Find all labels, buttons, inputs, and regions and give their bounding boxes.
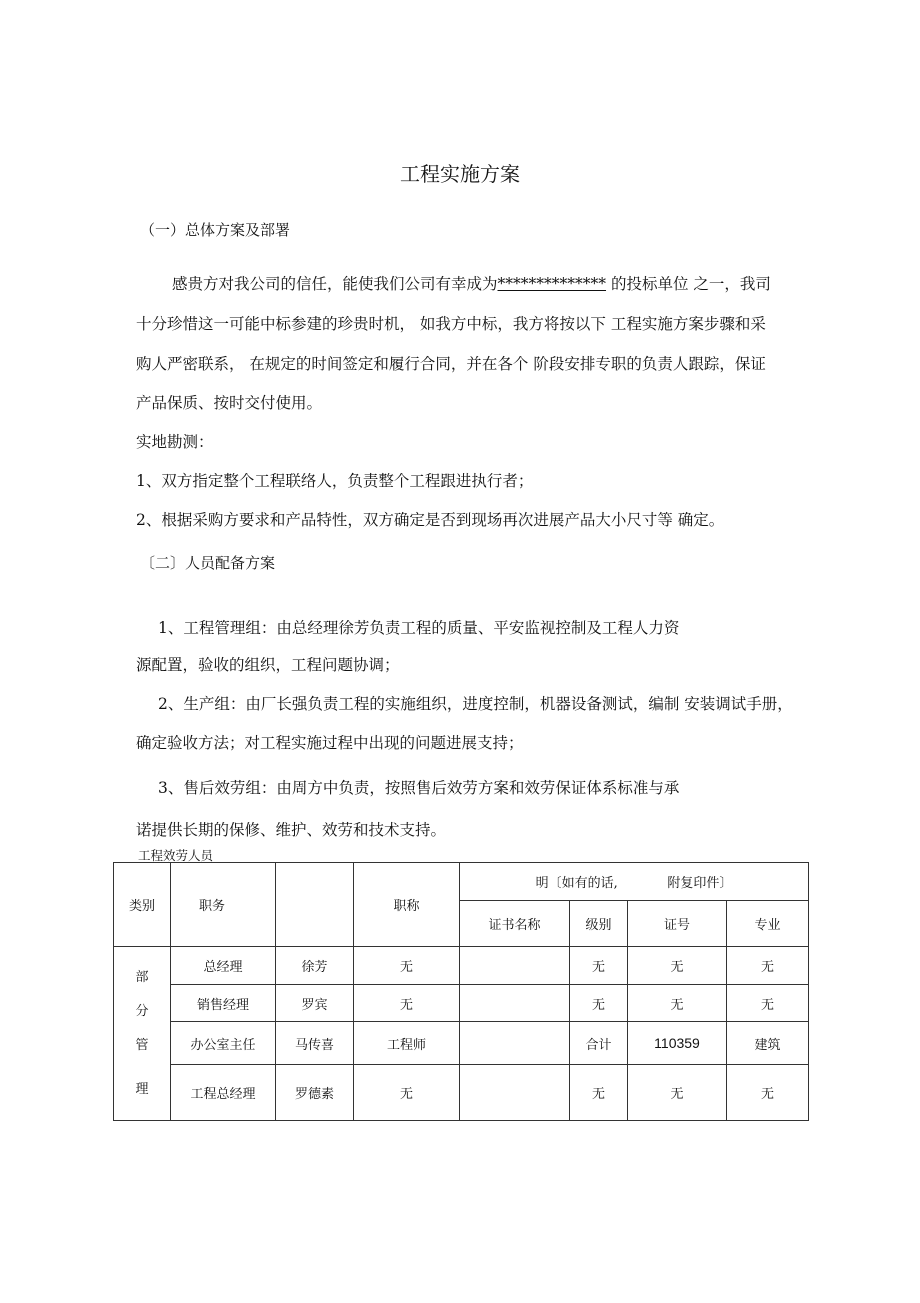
header-position: 职务: [171, 863, 276, 947]
header-title: 职称: [354, 863, 460, 947]
cell-specialty: 无: [727, 985, 809, 1022]
cell-name: 徐芳: [276, 947, 354, 985]
table-caption: 工程效劳人员: [138, 848, 214, 863]
section-heading-overall: （一）总体方案及部署: [140, 221, 291, 239]
cell-cert-name: [460, 947, 570, 985]
cell-title: 无: [354, 985, 460, 1022]
header-cert-group: 明〔如有的话, 附复印件〕: [460, 863, 809, 901]
cell-position: 办公室主任: [171, 1022, 276, 1065]
header-level: 级别: [570, 901, 628, 947]
cell-specialty: 建筑: [727, 1022, 809, 1065]
table-header-row-1: [114, 863, 809, 901]
cell-level: 无: [570, 1065, 628, 1121]
staff-item-3-line-1: 3、售后效劳组：由周方中负责，按照售后效劳方案和效劳保证体系标准与承: [158, 779, 680, 797]
table-row: [114, 1065, 809, 1121]
staff-item-3-line-2: 诺提供长期的保修、维护、效劳和技术支持。: [136, 821, 447, 839]
paragraph-intro-line-1: [172, 272, 771, 294]
staff-item-1-line-1: 1、工程管理组：由总经理徐芳负责工程的质量、平安监视控制及工程人力资: [158, 619, 680, 637]
cell-position: 工程总经理: [171, 1065, 276, 1121]
staff-item-1-line-2: 源配置，验收的组织，工程问题协调；: [136, 656, 400, 674]
cell-position: 销售经理: [171, 985, 276, 1022]
cell-title: 无: [354, 947, 460, 985]
category-cell: [114, 947, 171, 1121]
cell-cert-name: [460, 1065, 570, 1121]
category-char: 分: [135, 1004, 149, 1019]
cell-cert-no: 无: [628, 1065, 727, 1121]
paragraph-intro-line-4: 产品保质、按时交付使用。: [136, 394, 323, 412]
header-specialty: 专业: [727, 901, 809, 947]
staff-item-2-line-2: 确定验收方法；对工程实施过程中出现的问题进展支持；: [136, 734, 524, 752]
cell-level: 无: [570, 947, 628, 985]
cell-name: 罗宾: [276, 985, 354, 1022]
cell-title: 无: [354, 1065, 460, 1121]
cell-name: 马传喜: [276, 1022, 354, 1065]
cell-cert-no: 无: [628, 985, 727, 1022]
cell-name: 罗德素: [276, 1065, 354, 1121]
cell-specialty: 无: [727, 1065, 809, 1121]
cell-cert-no: 110359: [628, 1022, 727, 1065]
section-heading-staffing: 〔二〕人员配备方案: [140, 554, 276, 572]
header-cert-no: 证号: [628, 901, 727, 947]
paragraph-intro-line-3: 购人严密联系， 在规定的时间签定和履行合同，并在各个 阶段安排专职的负责人跟踪，保证: [136, 355, 766, 373]
survey-heading: 实地勘测：: [136, 433, 214, 451]
intro-text-a: 感贵方对我公司的信任，能使我们公司有幸成为: [172, 275, 498, 293]
category-char: 管: [135, 1038, 149, 1053]
staff-item-2-line-1: 2、生产组：由厂长强负责工程的实施组织，进度控制，机器设备测试，编制 安装调试手册，: [158, 695, 793, 713]
table-row: [114, 985, 809, 1022]
header-name-blank: [276, 863, 354, 947]
bidder-name-placeholder: **************: [497, 275, 607, 293]
table-row: [114, 1022, 809, 1065]
cell-cert-no: 无: [628, 947, 727, 985]
cell-specialty: 无: [727, 947, 809, 985]
survey-item-1: 1、双方指定整个工程联络人，负责整个工程跟进执行者；: [136, 472, 534, 490]
cell-level: 合计: [570, 1022, 628, 1065]
table-row: [114, 947, 809, 985]
cell-position: 总经理: [171, 947, 276, 985]
category-char: 部: [135, 970, 149, 985]
document-title: 工程实施方案: [400, 162, 520, 186]
cell-cert-name: [460, 1022, 570, 1065]
intro-text-b: 的投标单位 之一，我司: [606, 275, 771, 293]
paragraph-intro-line-2: 十分珍惜这一可能中标参建的珍贵时机， 如我方中标，我方将按以下 工程实施方案步骤和采: [136, 315, 766, 333]
survey-item-2: 2、根据采购方要求和产品特性，双方确定是否到现场再次进展产品大小尺寸等 确定。: [136, 511, 725, 529]
cell-cert-name: [460, 985, 570, 1022]
header-category: 类别: [114, 863, 171, 947]
cell-title: 工程师: [354, 1022, 460, 1065]
service-staff-table: [113, 862, 809, 1121]
cell-level: 无: [570, 985, 628, 1022]
header-cert-name: 证书名称: [460, 901, 570, 947]
category-char: 理: [135, 1082, 149, 1097]
